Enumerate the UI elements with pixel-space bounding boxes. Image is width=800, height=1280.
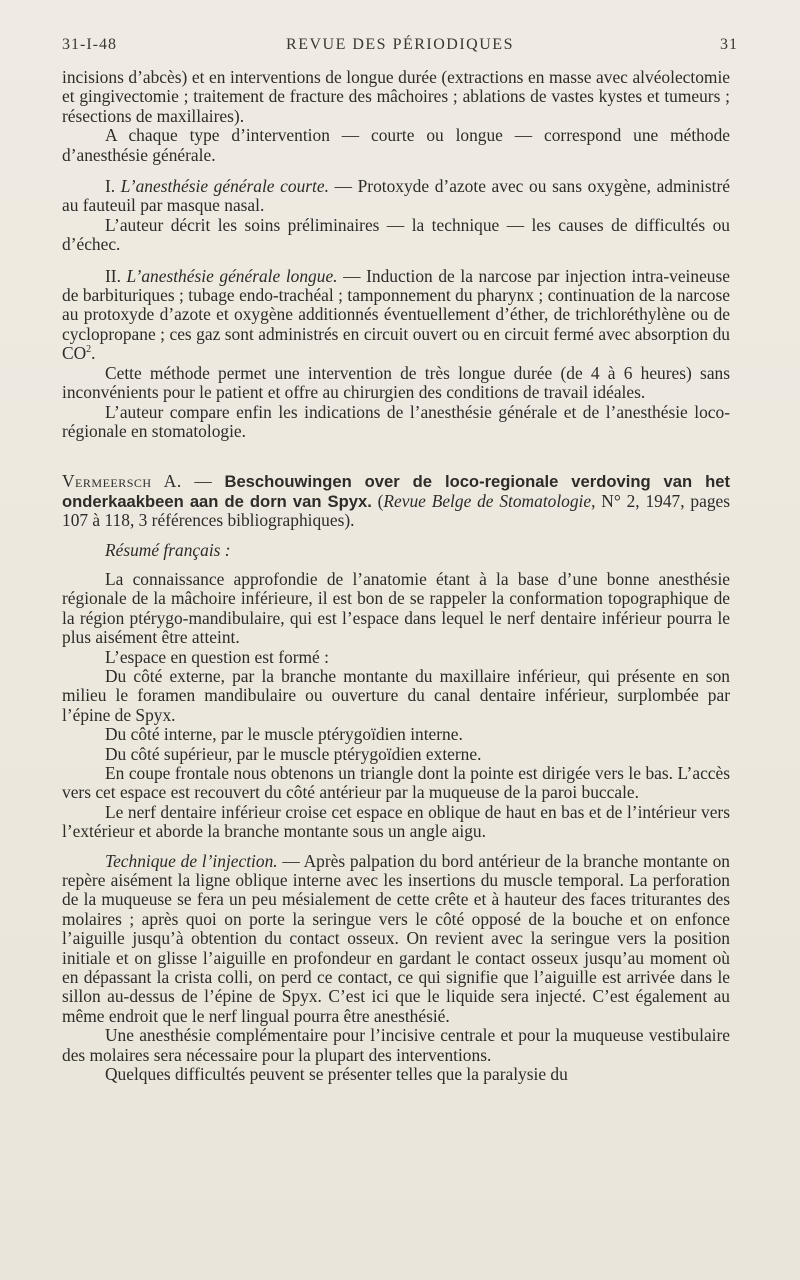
resume-label: Résumé français : xyxy=(105,539,231,560)
resume-paragraph-superior: Du côté supérieur, par le muscle ptérygoïdien externe. xyxy=(105,743,482,764)
resume-paragraph-anatomy: La connaissance approfondie de l’anatomie étant à la base d’une bonne anesthésie régionale de la mâchoire inférieure, il est bon de se rappeler la conformation topographique de la région ptérygo-mandibulaire, qui est l’espace dans lequel le nerf dentaire inférieur pourra le plus aisément être atteint. xyxy=(62,568,730,648)
section-numeral-1: I. xyxy=(105,176,121,197)
paragraph-short-anesthesia xyxy=(62,177,730,216)
header-page-number: 31 xyxy=(720,36,738,53)
paragraph-continuation: incisions d’abcès) et en interventions de longue durée (extractions en masse avec alvéolectomie et gingivectomie ; traitement de fracture des mâchoires ; ablations de vastes kystes et tumeurs ; résections de maxillaires). xyxy=(62,67,730,126)
resume-paragraph-technique xyxy=(62,852,730,1027)
citation-title: Beschouwingen over de loco-regionale verdoving van het onderkaakbeen aan de dorn van Spyx. xyxy=(62,472,730,511)
section-text-long-end: . xyxy=(91,343,96,364)
section-title-long: L’anesthésie générale longue. xyxy=(126,265,338,286)
citation-details: , N° 2, 1947, pages 107 à 118, 3 références bibliographiques). xyxy=(62,490,731,531)
citation-open-paren: ( xyxy=(371,490,384,511)
section-title-short: L’anesthésie générale courte. xyxy=(120,176,329,197)
running-header xyxy=(62,36,738,60)
resume-paragraph-external: Du côté externe, par la branche montante du maxillaire inférieur, qui présente en son milieu le foramen mandibulaire ou ouverture du canal dentaire inférieur, surplombée par l’épine de Spyx. xyxy=(62,665,730,725)
citation-dash: — xyxy=(181,471,225,492)
article-body xyxy=(62,68,730,1085)
citation-entry xyxy=(62,472,730,530)
resume-paragraph-space: L’espace en question est formé : xyxy=(105,646,329,667)
resume-paragraph-nerve: Le nerf dentaire inférieur croise cet espace en oblique de haut en bas et de l’intérieur vers l’extérieur et aborde la branche montante sous un angle aigu. xyxy=(62,801,730,842)
resume-paragraph-internal: Du côté interne, par le muscle ptérygoïdien interne. xyxy=(105,724,463,745)
section-numeral-2: II. xyxy=(105,265,127,286)
resume-paragraph-frontal: En coupe frontale nous obtenons un triangle dont la pointe est dirigée vers le bas. L’accès vers cet espace est recouvert du côté antérieur par la muqueuse de la paroi buccale. xyxy=(62,763,730,803)
paragraph-comparison: L’auteur compare enfin les indications de l’anesthésie générale et de l’anesthésie loco-régionale en stomatologie. xyxy=(62,401,730,441)
paragraph-method-duration: Cette méthode permet une intervention de très longue durée (de 4 à 6 heures) sans inconvénients pour le patient et offre au chirurgien des conditions de travail idéales. xyxy=(62,362,730,403)
section-text-short: — Protoxyde d’azote avec ou sans oxygène, administré au fauteuil par masque nasal. xyxy=(62,176,730,216)
technique-text: — Après palpation du bord antérieur de la branche montante on repère aisément la ligne oblique interne avec les insertions du muscle temporal. La perforation de la muqueuse se fera un peu mésialement de cette crête et à hauteur des faces triturantes des molaires ; après quoi on porte la seringue vers le côté opposé de la bouche et on enfonce l’aiguille jusqu’à obtention du contact osseux. On revient avec la seringue vers la position initiale et on glisse l’aiguille en profondeur en gardant le contact osseux jusqu’au moment où en dépassant la crista colli, on perd ce contact, ce qui signifie que l’aiguille est arrivée dans le sillon au-dessus de l’épine de Spyx. C’est ici que le liquide sera injecté. C’est également au même endroit que le nerf lingual pourra être anesthésié. xyxy=(62,850,730,1026)
paragraph-long-anesthesia xyxy=(62,267,730,364)
technique-title: Technique de l’injection. xyxy=(105,850,278,871)
paragraph-methods: A chaque type d’intervention — courte ou longue — correspond une méthode d’anesthésie générale. xyxy=(62,125,730,165)
header-journal-title: REVUE DES PÉRIODIQUES xyxy=(286,36,514,53)
resume-paragraph-complementary: Une anesthésie complémentaire pour l’incisive centrale et pour la muqueuse vestibulaire des molaires sera nécessaire pour la plupart des interventions. xyxy=(62,1025,730,1065)
header-date: 31-I-48 xyxy=(62,36,117,53)
citation-author: Vermeersch A. xyxy=(62,471,182,492)
paragraph-author-describes: L’auteur décrit les soins préliminaires — la technique — les causes de difficultés ou d’échec. xyxy=(62,214,730,255)
section-text-long: — Induction de la narcose par injection intra-veineuse de barbituriques ; tubage endo-trachéal ; tamponnement du pharynx ; continuation de la narcose au protoxyde d’azote et oxygène additionnés éventuellement d’éther, de trichloréthylène ou de cyclopropane ; ces gaz sont administrés en circuit ouvert ou en circuit fermé avec absorption du CO xyxy=(62,265,730,364)
citation-journal: Revue Belge de Stomatologie xyxy=(383,490,592,511)
resume-paragraph-difficulties: Quelques difficultés peuvent se présenter telles que la paralysie du xyxy=(105,1064,568,1085)
co2-subscript: 2 xyxy=(86,344,92,356)
